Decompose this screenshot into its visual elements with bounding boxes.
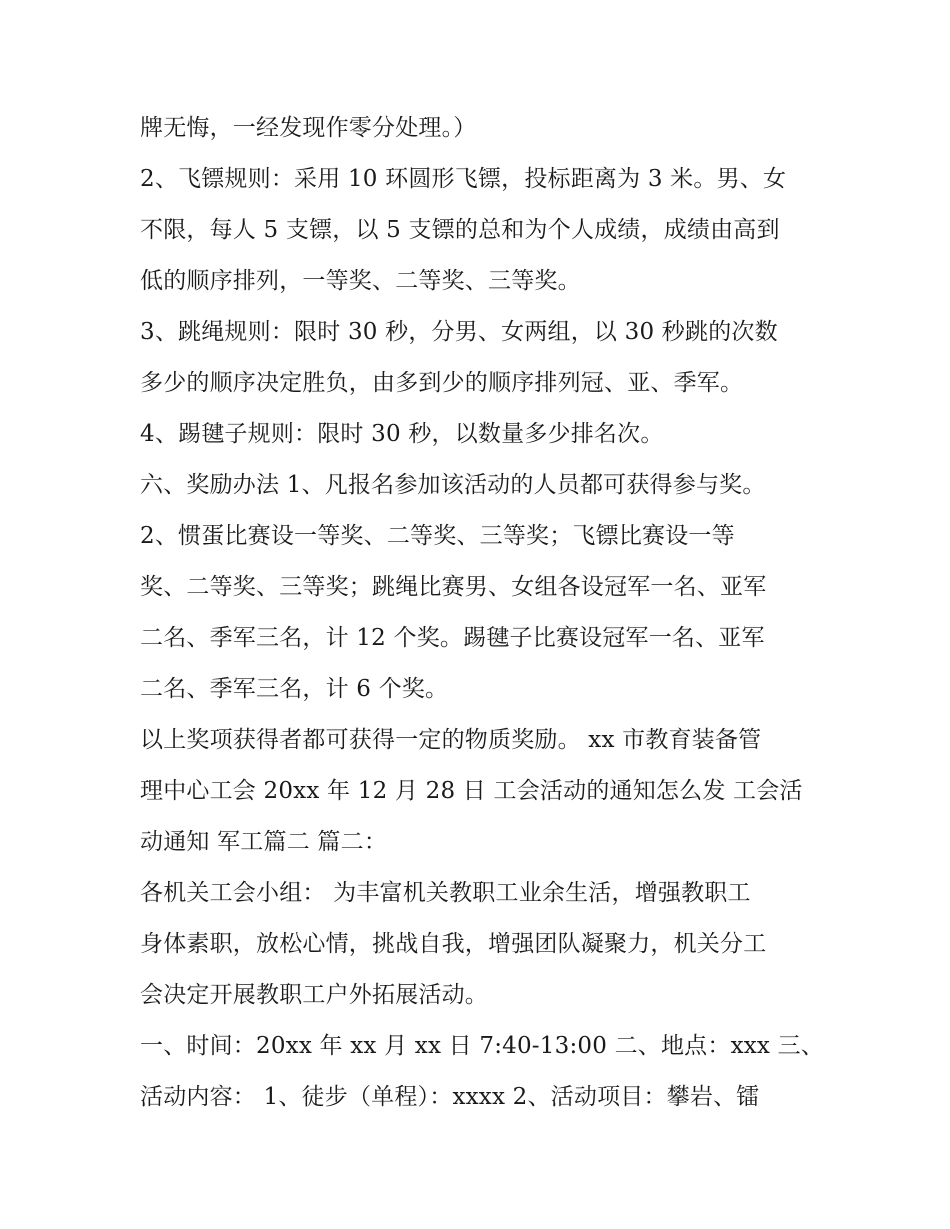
text-line: 理中心工会 20xx 年 12 月 28 日 工会活动的通知怎么发 工会活 bbox=[140, 778, 803, 804]
text-line: 4、踢毽子规则：限时 30 秒，以数量多少排名次。 bbox=[140, 421, 664, 447]
text-line: 一、时间：20xx 年 xx 月 xx 日 7:40-13:00 二、地点：xxx 三、 bbox=[140, 1033, 824, 1059]
text-line: 以上奖项获得者都可获得一定的物质奖励。 xx 市教育装备管 bbox=[140, 727, 762, 753]
text-line: 多少的顺序决定胜负，由多到少的顺序排列冠、亚、季军。 bbox=[140, 370, 744, 396]
text-line: 动通知 军工篇二 篇二： bbox=[140, 829, 388, 855]
text-line: 2、惯蛋比赛设一等奖、二等奖、三等奖；飞镖比赛设一等 bbox=[140, 523, 735, 549]
text-line: 活动内容： 1、徒步（单程）：xxxx 2、活动项目：攀岩、镭 bbox=[140, 1084, 760, 1110]
text-line: 二名、季军三名，计 12 个奖。踢毽子比赛设冠军一名、亚军 bbox=[140, 625, 765, 651]
text-line: 二名、季军三名，计 6 个奖。 bbox=[140, 676, 449, 702]
text-line: 不限，每人 5 支镖，以 5 支镖的总和为个人成绩，成绩由高到 bbox=[140, 217, 780, 243]
text-line: 3、跳绳规则：限时 30 秒，分男、女两组，以 30 秒跳的次数 bbox=[140, 319, 778, 345]
text-line: 会决定开展教职工户外拓展活动。 bbox=[140, 982, 488, 1008]
text-line: 低的顺序排列，一等奖、二等奖、三等奖。 bbox=[140, 268, 581, 294]
text-line: 身体素职，放松心情，挑战自我，增强团队凝聚力，机关分工 bbox=[140, 931, 767, 957]
text-line: 六、奖励办法 1、凡报名参加该活动的人员都可获得参与奖。 bbox=[140, 472, 766, 498]
text-line: 牌无悔，一经发现作零分处理。） bbox=[140, 115, 477, 141]
text-line: 奖、二等奖、三等奖；跳绳比赛男、女组各设冠军一名、亚军 bbox=[140, 574, 767, 600]
text-line: 各机关工会小组： 为丰富机关教职工业余生活，增强教职工 bbox=[140, 880, 751, 906]
text-line: 2、飞镖规则：采用 10 环圆形飞镖，投标距离为 3 米。男、女 bbox=[140, 166, 787, 192]
